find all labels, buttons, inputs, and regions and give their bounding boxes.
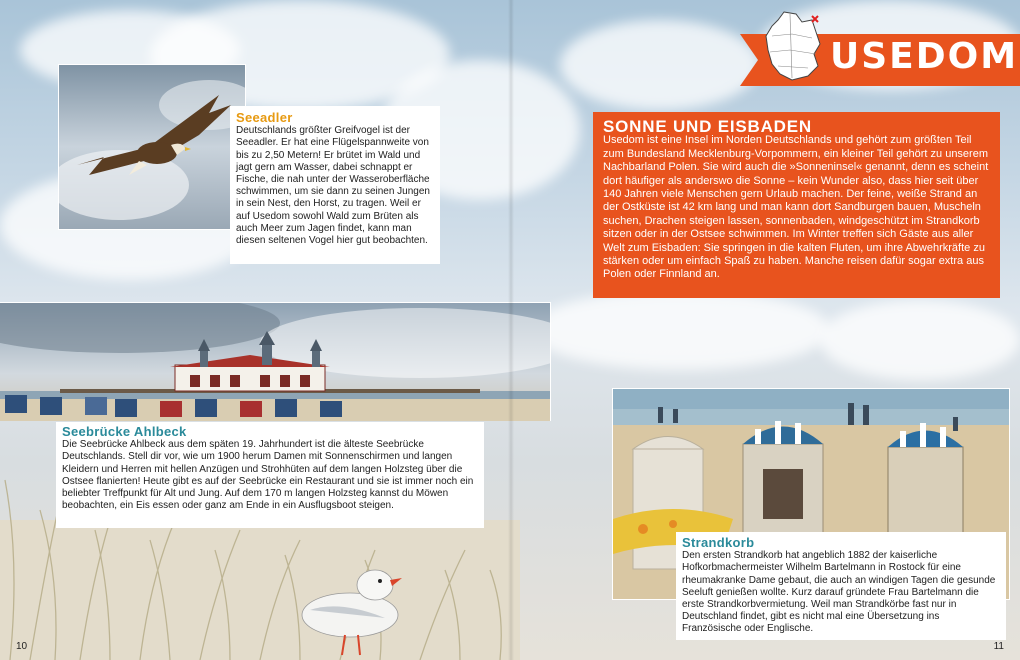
strandkorb-heading: Strandkorb <box>682 535 755 550</box>
cloud <box>560 20 760 110</box>
seebruecke-text: Die Seebrücke Ahlbeck aus dem späten 19. Jahrhundert ist die älteste Seebrücke Deutschlands. Stell dir vor, wie um 1900 herum Damen mit Sonnenschirmen und langen Kleidern und Herren mit hellen Anzügen und Strohhüten auf dem langen Holzsteg über die Ostsee flanierten! Heute gibt es auf der Seebrücke ein Restaurant und sie ist immer noch ein beliebter Treffpunkt für Alt und Jung. Auf dem 170 m langen Holzsteg kannst du Möwen beobachten, ein Eis essen oder ganz am Ende in ein Ausflugsboot steigen. <box>62 439 474 512</box>
cloud <box>530 290 830 370</box>
seeadler-box <box>230 106 440 264</box>
strandkorb-text: Den ersten Strandkorb hat angeblich 1882 der kaiserliche Hofkorbmachermeister Wilhelm Bartelmann in Rostock für eine rheumakranke Dame gebaut, die auch an windigen Tagen die gesunde Seeluft genießen wollte. Kurz darauf gründete Frau Bartelmann die erste Strandkorbvermietung. Weil man Strandkörbe fast nur in Deutschland findet, gibt es nicht mal eine Übersetzung ins Französische oder Englische. <box>682 550 996 635</box>
seebruecke-heading: Seebrücke Ahlbeck <box>62 424 187 439</box>
sea-eagle-photo <box>58 64 246 230</box>
book-gutter <box>508 0 514 660</box>
seeadler-heading: Seeadler <box>236 110 293 125</box>
germany-map-icon <box>762 10 824 82</box>
intro-text: Usedom ist eine Insel im Norden Deutschlands und gehört zum größten Teil zum Bundesland Mecklenburg-Vorpommern, ein kleiner Teil gehört zu unserem Nachbarland Polen. Sie wird auch die »Sonneninsel« genannt, denn es scheint dort häufiger als anderswo die Sonne – kein Wunder also, dass hier seit über 140 Jahren viele Menschen gern Urlaub machen. Der feine, weiße Strand an der Ostküste ist 42 km lang und man kann dort Sandburgen bauen, Muscheln suchen, Drachen steigen lassen, sonnenbaden, windgeschützt im Strandkorb sitzen oder in der Ostsee schwimmen. Im Winter treffen sich Gäste aus aller Welt zum Eisbaden: Sie springen in die kalten Fluten, um ihre Abwehrkräfte zu stärken oder um einfach Spaß zu haben. Manche reisen dafür sogar extra aus Polen oder Finnland an. <box>603 134 989 281</box>
banner-title: USEDOM <box>830 36 1019 77</box>
page-number-left: 10 <box>16 641 28 652</box>
page-number-right: 11 <box>993 641 1004 652</box>
cloud <box>820 300 1020 380</box>
intro-box <box>593 112 1000 298</box>
seebruecke-box <box>56 422 484 528</box>
intro-heading: SONNE UND EISBADEN <box>603 117 812 136</box>
strandkorb-box <box>676 532 1006 640</box>
pier-ahlbeck-illustration <box>0 302 551 421</box>
title-banner <box>740 30 1020 90</box>
seeadler-text: Deutschlands größter Greifvogel ist der Seeadler. Er hat eine Flügelspannweite von bis zu 2,50 Metern! Er brütet im Wald und jagt gern am Wasser, dabei schnappt er Fische, die nah unter der Wasseroberfläche schwimmen, um sie dann zu seinen Jungen in sein Nest, den Horst, zu tragen. Weil er auf Usedom sowohl Wald zum Brüten als auch Meer zum Jagen findet, kann man diesen seltenen Vogel hier gut beobachten. <box>236 125 430 247</box>
